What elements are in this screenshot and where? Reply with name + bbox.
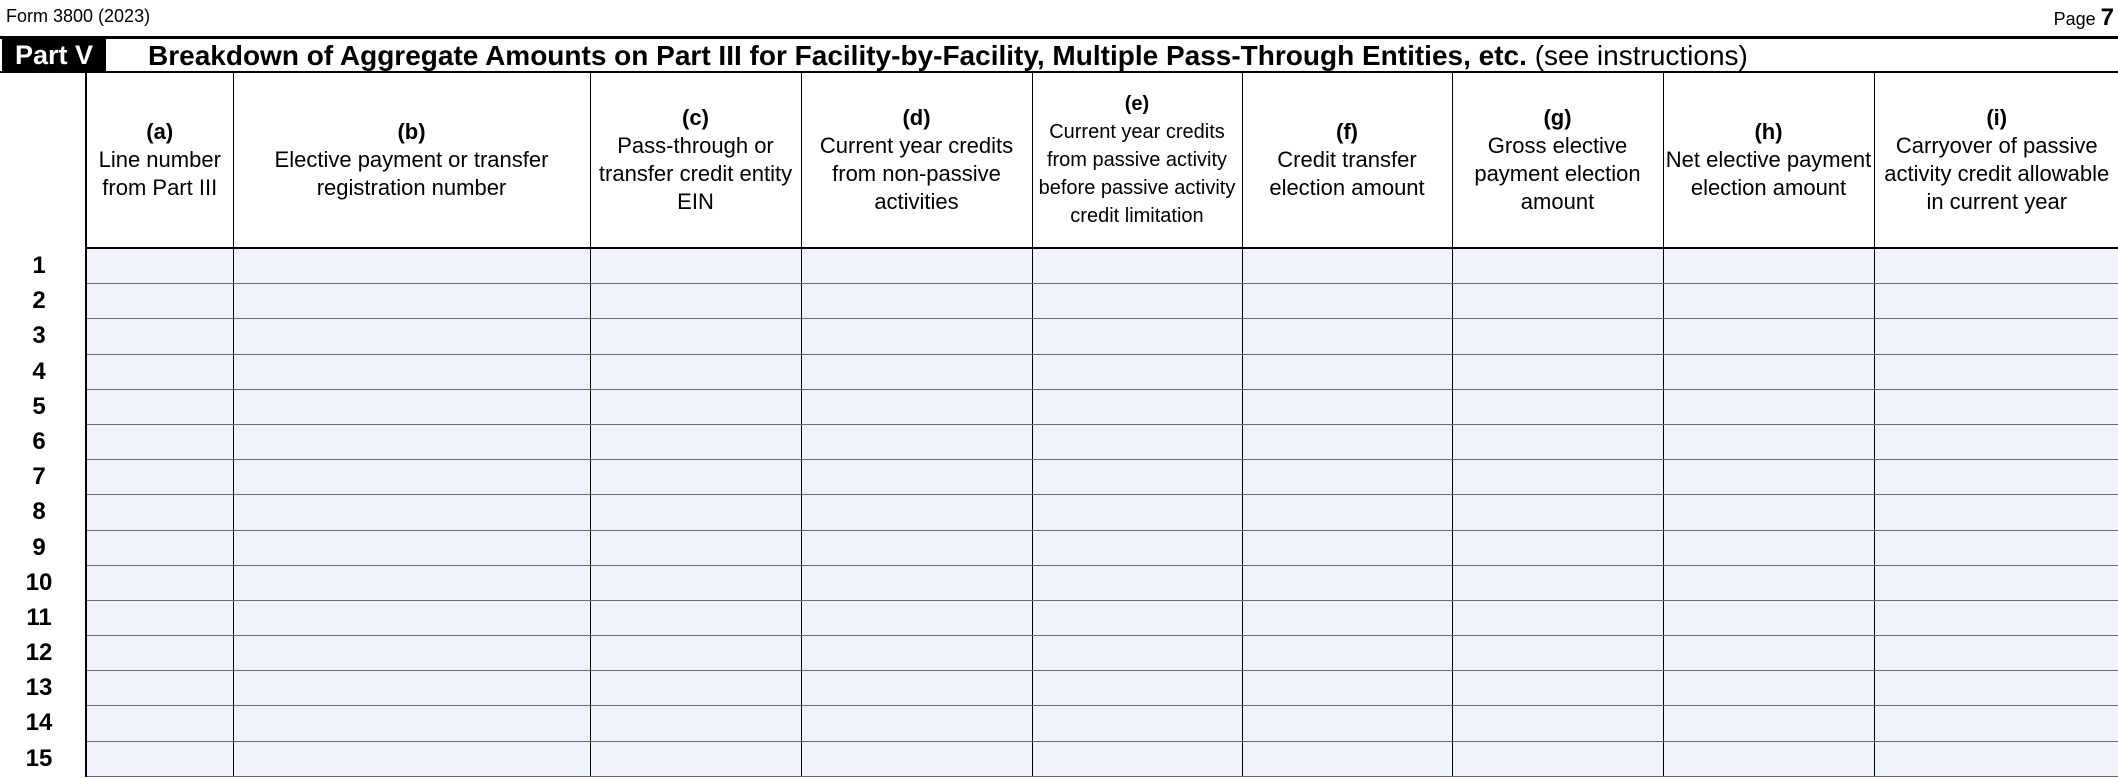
page-number xyxy=(2054,4,2114,32)
row-number: 7 xyxy=(32,463,46,491)
row-number: 13 xyxy=(25,674,53,702)
input-cell-i[interactable] xyxy=(1874,248,2118,284)
input-cell-a[interactable] xyxy=(86,671,233,706)
input-cell-h[interactable] xyxy=(1663,671,1874,706)
column-label: Net elective payment election amount xyxy=(1665,147,1872,200)
input-cell-i[interactable] xyxy=(1874,530,2118,565)
input-cell-d[interactable] xyxy=(801,424,1032,459)
column-header-a xyxy=(86,73,233,248)
input-cell-h[interactable] xyxy=(1663,600,1874,635)
row-number: 11 xyxy=(26,603,52,631)
input-cell-i[interactable] xyxy=(1874,741,2118,776)
input-cell-c[interactable] xyxy=(590,460,801,495)
input-cell-a[interactable] xyxy=(86,565,233,600)
part-label: Part V xyxy=(2,39,106,71)
column-label: Line number from Part III xyxy=(98,147,221,200)
input-cell-d[interactable] xyxy=(801,530,1032,565)
input-cell-f[interactable] xyxy=(1242,354,1452,389)
row-number-column xyxy=(0,248,60,776)
column-header-g xyxy=(1452,73,1663,248)
column-letter: (d) xyxy=(902,105,931,130)
row-number: 4 xyxy=(32,357,46,385)
input-cell-d[interactable] xyxy=(801,248,1032,284)
input-cell-f[interactable] xyxy=(1242,460,1452,495)
input-cell-a[interactable] xyxy=(86,495,233,530)
input-cell-i[interactable] xyxy=(1874,460,2118,495)
column-label: Pass-through or transfer credit entity EIN xyxy=(598,133,793,214)
input-cell-d[interactable] xyxy=(801,495,1032,530)
input-cell-e[interactable] xyxy=(1032,636,1242,671)
input-cell-i[interactable] xyxy=(1874,284,2118,319)
input-cell-e[interactable] xyxy=(1032,354,1242,389)
input-cell-c[interactable] xyxy=(590,741,801,776)
input-cell-f[interactable] xyxy=(1242,424,1452,459)
input-cell-e[interactable] xyxy=(1032,706,1242,741)
column-header-f xyxy=(1242,73,1452,248)
input-cell-g[interactable] xyxy=(1452,706,1663,741)
input-cell-g[interactable] xyxy=(1452,530,1663,565)
breakdown-table-wrapper xyxy=(85,73,2118,778)
input-cell-f[interactable] xyxy=(1242,565,1452,600)
input-cell-i[interactable] xyxy=(1874,495,2118,530)
input-cell-a[interactable] xyxy=(86,600,233,635)
input-cell-c[interactable] xyxy=(590,600,801,635)
table-row xyxy=(86,389,2118,424)
input-cell-b[interactable] xyxy=(233,741,590,776)
column-label: Credit transfer election amount xyxy=(1269,147,1425,200)
input-cell-d[interactable] xyxy=(801,565,1032,600)
input-cell-c[interactable] xyxy=(590,706,801,741)
page-number-value: 7 xyxy=(2100,4,2114,31)
input-cell-a[interactable] xyxy=(86,460,233,495)
breakdown-table xyxy=(85,73,2118,777)
input-cell-c[interactable] xyxy=(590,389,801,424)
input-cell-e[interactable] xyxy=(1032,424,1242,459)
input-cell-a[interactable] xyxy=(86,284,233,319)
input-cell-h[interactable] xyxy=(1663,741,1874,776)
input-cell-d[interactable] xyxy=(801,460,1032,495)
input-cell-c[interactable] xyxy=(590,671,801,706)
input-cell-a[interactable] xyxy=(86,706,233,741)
column-letter: (h) xyxy=(1754,119,1783,144)
table-row xyxy=(86,565,2118,600)
input-cell-h[interactable] xyxy=(1663,424,1874,459)
input-cell-d[interactable] xyxy=(801,706,1032,741)
row-number: 12 xyxy=(25,639,53,667)
column-letter: (i) xyxy=(1986,105,2008,130)
column-header-e xyxy=(1032,73,1242,248)
table-row xyxy=(86,706,2118,741)
input-cell-d[interactable] xyxy=(801,636,1032,671)
input-cell-e[interactable] xyxy=(1032,460,1242,495)
input-cell-b[interactable] xyxy=(233,495,590,530)
column-label: Current year credits from passive activity before passive activity credit limitation xyxy=(1038,121,1236,227)
input-cell-h[interactable] xyxy=(1663,284,1874,319)
input-cell-d[interactable] xyxy=(801,741,1032,776)
input-cell-g[interactable] xyxy=(1452,671,1663,706)
part-title-text: Breakdown of Aggregate Amounts on Part III for Facility-by-Facility, Multiple Pass-Through Entities, etc. xyxy=(148,40,1527,71)
input-cell-e[interactable] xyxy=(1032,741,1242,776)
input-cell-b[interactable] xyxy=(233,460,590,495)
input-cell-d[interactable] xyxy=(801,354,1032,389)
input-cell-g[interactable] xyxy=(1452,284,1663,319)
input-cell-b[interactable] xyxy=(233,389,590,424)
input-cell-c[interactable] xyxy=(590,248,801,284)
column-letter: (g) xyxy=(1543,105,1572,130)
input-cell-e[interactable] xyxy=(1032,671,1242,706)
page-label: Page xyxy=(2053,9,2096,29)
input-cell-b[interactable] xyxy=(233,706,590,741)
input-cell-c[interactable] xyxy=(590,495,801,530)
input-cell-e[interactable] xyxy=(1032,319,1242,354)
input-cell-a[interactable] xyxy=(86,741,233,776)
row-number: 2 xyxy=(32,287,46,315)
column-header-b xyxy=(233,73,590,248)
input-cell-g[interactable] xyxy=(1452,460,1663,495)
row-number: 15 xyxy=(25,744,53,772)
input-cell-b[interactable] xyxy=(233,671,590,706)
column-letter: (e) xyxy=(1124,93,1150,115)
table-row xyxy=(86,354,2118,389)
column-header-c xyxy=(590,73,801,248)
table-row xyxy=(86,284,2118,319)
column-letter: (a) xyxy=(146,119,174,144)
input-cell-a[interactable] xyxy=(86,389,233,424)
input-cell-h[interactable] xyxy=(1663,565,1874,600)
input-cell-i[interactable] xyxy=(1874,354,2118,389)
input-cell-c[interactable] xyxy=(590,354,801,389)
table-row xyxy=(86,600,2118,635)
input-cell-i[interactable] xyxy=(1874,565,2118,600)
column-header-d xyxy=(801,73,1032,248)
input-cell-h[interactable] xyxy=(1663,460,1874,495)
table-header-row xyxy=(86,73,2118,248)
input-cell-b[interactable] xyxy=(233,319,590,354)
input-cell-e[interactable] xyxy=(1032,284,1242,319)
input-cell-g[interactable] xyxy=(1452,389,1663,424)
input-cell-i[interactable] xyxy=(1874,389,2118,424)
row-number: 9 xyxy=(32,533,46,561)
input-cell-c[interactable] xyxy=(590,319,801,354)
input-cell-g[interactable] xyxy=(1452,319,1663,354)
input-cell-f[interactable] xyxy=(1242,741,1452,776)
row-number: 3 xyxy=(32,322,46,350)
input-cell-g[interactable] xyxy=(1452,636,1663,671)
input-cell-d[interactable] xyxy=(801,600,1032,635)
input-cell-i[interactable] xyxy=(1874,706,2118,741)
input-cell-g[interactable] xyxy=(1452,741,1663,776)
input-cell-f[interactable] xyxy=(1242,706,1452,741)
input-cell-g[interactable] xyxy=(1452,248,1663,284)
input-cell-a[interactable] xyxy=(86,530,233,565)
column-label: Current year credits from non-passive activities xyxy=(819,133,1014,214)
input-cell-d[interactable] xyxy=(801,671,1032,706)
input-cell-g[interactable] xyxy=(1452,354,1663,389)
input-cell-i[interactable] xyxy=(1874,424,2118,459)
input-cell-f[interactable] xyxy=(1242,671,1452,706)
input-cell-b[interactable] xyxy=(233,354,590,389)
top-rule xyxy=(0,36,2118,39)
input-cell-e[interactable] xyxy=(1032,565,1242,600)
column-letter: (b) xyxy=(397,119,426,144)
table-body xyxy=(86,248,2118,776)
input-cell-g[interactable] xyxy=(1452,424,1663,459)
column-header-i xyxy=(1874,73,2118,248)
row-number: 8 xyxy=(32,498,46,526)
input-cell-i[interactable] xyxy=(1874,600,2118,635)
input-cell-g[interactable] xyxy=(1452,495,1663,530)
table-row xyxy=(86,248,2118,284)
input-cell-h[interactable] xyxy=(1663,354,1874,389)
input-cell-d[interactable] xyxy=(801,389,1032,424)
input-cell-g[interactable] xyxy=(1452,600,1663,635)
input-cell-f[interactable] xyxy=(1242,284,1452,319)
row-number: 1 xyxy=(32,252,46,279)
row-number: 6 xyxy=(32,427,46,455)
input-cell-d[interactable] xyxy=(801,284,1032,319)
input-cell-i[interactable] xyxy=(1874,636,2118,671)
input-cell-e[interactable] xyxy=(1032,495,1242,530)
input-cell-f[interactable] xyxy=(1242,319,1452,354)
input-cell-e[interactable] xyxy=(1032,389,1242,424)
input-cell-c[interactable] xyxy=(590,565,801,600)
input-cell-f[interactable] xyxy=(1242,600,1452,635)
input-cell-a[interactable] xyxy=(86,248,233,284)
input-cell-f[interactable] xyxy=(1242,389,1452,424)
input-cell-i[interactable] xyxy=(1874,671,2118,706)
input-cell-h[interactable] xyxy=(1663,530,1874,565)
input-cell-a[interactable] xyxy=(86,319,233,354)
input-cell-c[interactable] xyxy=(590,636,801,671)
table-row xyxy=(86,530,2118,565)
input-cell-c[interactable] xyxy=(590,530,801,565)
row-number: 5 xyxy=(32,392,46,420)
column-label: Carryover of passive activity credit allowable in current year xyxy=(1884,133,2110,214)
input-cell-h[interactable] xyxy=(1663,389,1874,424)
input-cell-b[interactable] xyxy=(233,530,590,565)
input-cell-b[interactable] xyxy=(233,248,590,284)
input-cell-e[interactable] xyxy=(1032,600,1242,635)
input-cell-h[interactable] xyxy=(1663,495,1874,530)
table-row xyxy=(86,671,2118,706)
column-letter: (f) xyxy=(1336,119,1358,144)
input-cell-h[interactable] xyxy=(1663,319,1874,354)
input-cell-h[interactable] xyxy=(1663,706,1874,741)
part-title-note: (see instructions) xyxy=(1534,40,1748,71)
input-cell-i[interactable] xyxy=(1874,319,2118,354)
input-cell-c[interactable] xyxy=(590,424,801,459)
column-letter: (c) xyxy=(682,105,709,130)
table-row xyxy=(86,636,2118,671)
input-cell-b[interactable] xyxy=(233,565,590,600)
input-cell-g[interactable] xyxy=(1452,565,1663,600)
input-cell-b[interactable] xyxy=(233,636,590,671)
input-cell-b[interactable] xyxy=(233,424,590,459)
input-cell-f[interactable] xyxy=(1242,248,1452,284)
table-row xyxy=(86,495,2118,530)
column-label: Elective payment or transfer registration number xyxy=(274,147,549,200)
input-cell-b[interactable] xyxy=(233,284,590,319)
part-title xyxy=(148,40,1748,72)
input-cell-a[interactable] xyxy=(86,636,233,671)
input-cell-e[interactable] xyxy=(1032,530,1242,565)
input-cell-a[interactable] xyxy=(86,354,233,389)
input-cell-a[interactable] xyxy=(86,424,233,459)
form-identifier: Form 3800 (2023) xyxy=(6,6,151,26)
input-cell-h[interactable] xyxy=(1663,636,1874,671)
input-cell-f[interactable] xyxy=(1242,636,1452,671)
row-number: 10 xyxy=(25,568,53,596)
table-row xyxy=(86,319,2118,354)
column-label: Gross elective payment election amount xyxy=(1474,133,1641,214)
input-cell-f[interactable] xyxy=(1242,530,1452,565)
input-cell-e[interactable] xyxy=(1032,248,1242,284)
column-header-h xyxy=(1663,73,1874,248)
input-cell-b[interactable] xyxy=(233,600,590,635)
input-cell-d[interactable] xyxy=(801,319,1032,354)
row-number: 14 xyxy=(25,709,53,737)
input-cell-h[interactable] xyxy=(1663,248,1874,284)
input-cell-c[interactable] xyxy=(590,284,801,319)
table-row xyxy=(86,460,2118,495)
input-cell-f[interactable] xyxy=(1242,495,1452,530)
table-row xyxy=(86,424,2118,459)
table-row xyxy=(86,741,2118,776)
